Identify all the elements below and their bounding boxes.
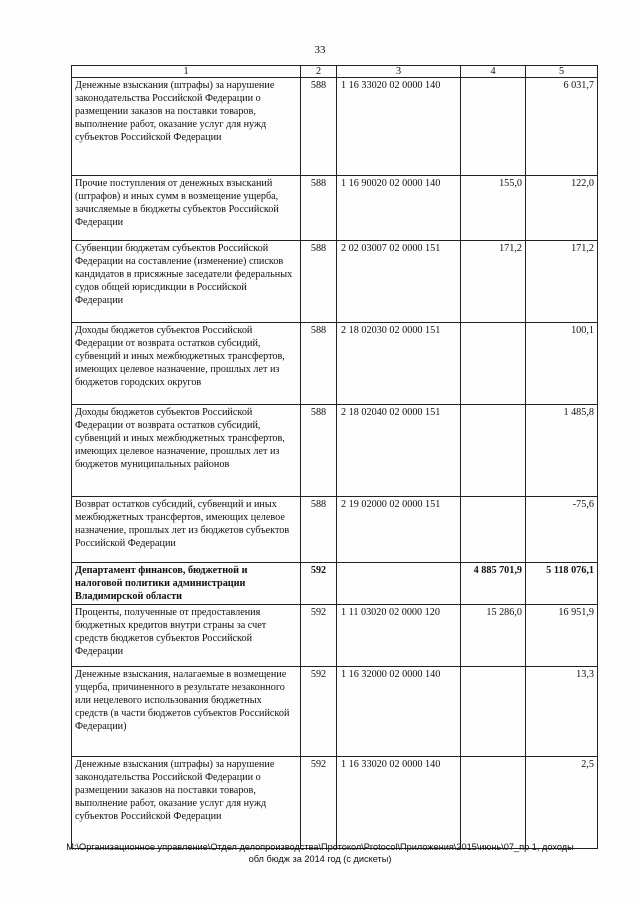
revenue-name-cell: Денежные взыскания (штрафы) за нарушение законодательства Российской Федерации о размещении заказов на поставки товаров, выполнение работ, оказание услуг для нужд субъектов Российской Федерации bbox=[72, 757, 301, 849]
plan-value-cell bbox=[461, 405, 526, 497]
plan-value-cell bbox=[461, 323, 526, 405]
plan-value-cell bbox=[461, 497, 526, 563]
plan-value-cell: 171,2 bbox=[461, 241, 526, 323]
table-row bbox=[72, 563, 598, 605]
actual-value-cell: 1 485,8 bbox=[526, 405, 598, 497]
admin-code-cell: 588 bbox=[301, 405, 337, 497]
budget-code-cell: 1 16 33020 02 0000 140 bbox=[337, 78, 461, 176]
admin-code-cell: 588 bbox=[301, 497, 337, 563]
table-row bbox=[72, 176, 598, 241]
revenue-name-cell: Возврат остатков субсидий, субвенций и иных межбюджетных трансфертов, имеющих целевое назначение, прошлых лет из бюджетов субъектов Российской Федерации bbox=[72, 497, 301, 563]
actual-value-cell: 5 118 076,1 bbox=[526, 563, 598, 605]
table-row bbox=[72, 78, 598, 176]
actual-value-cell: 122,0 bbox=[526, 176, 598, 241]
revenue-name-cell: Доходы бюджетов субъектов Российской Федерации от возврата остатков субсидий, субвенций и иных межбюджетных трансфертов, имеющих целевое назначение, прошлых лет из бюджетов городских округов bbox=[72, 323, 301, 405]
plan-value-cell: 15 286,0 bbox=[461, 605, 526, 667]
actual-value-cell: 13,3 bbox=[526, 667, 598, 757]
budget-code-cell: 1 16 32000 02 0000 140 bbox=[337, 667, 461, 757]
table-row bbox=[72, 605, 598, 667]
revenue-name-cell: Департамент финансов, бюджетной и налоговой политики администрации Владимирской области bbox=[72, 563, 301, 605]
plan-value-cell bbox=[461, 757, 526, 849]
table-row bbox=[72, 667, 598, 757]
admin-code-cell: 592 bbox=[301, 757, 337, 849]
plan-value-cell: 155,0 bbox=[461, 176, 526, 241]
table-row bbox=[72, 323, 598, 405]
table-row bbox=[72, 241, 598, 323]
budget-code-cell: 1 11 03020 02 0000 120 bbox=[337, 605, 461, 667]
actual-value-cell: 6 031,7 bbox=[526, 78, 598, 176]
budget-code-cell: 2 02 03007 02 0000 151 bbox=[337, 241, 461, 323]
plan-value-cell bbox=[461, 78, 526, 176]
table-row bbox=[72, 497, 598, 563]
admin-code-cell: 592 bbox=[301, 605, 337, 667]
budget-code-cell: 2 18 02030 02 0000 151 bbox=[337, 323, 461, 405]
revenue-name-cell: Проценты, полученные от предоставления бюджетных кредитов внутри страны за счет средств бюджетов субъектов Российской Федерации bbox=[72, 605, 301, 667]
actual-value-cell: 16 951,9 bbox=[526, 605, 598, 667]
actual-value-cell: 2,5 bbox=[526, 757, 598, 849]
actual-value-cell: 100,1 bbox=[526, 323, 598, 405]
plan-value-cell bbox=[461, 667, 526, 757]
column-number: 3 bbox=[337, 66, 461, 78]
revenue-name-cell: Денежные взыскания, налагаемые в возмещение ущерба, причиненного в результате незаконного или нецелевого использования бюджетных средств (в части бюджетов субъектов Российской Федерации) bbox=[72, 667, 301, 757]
column-number: 2 bbox=[301, 66, 337, 78]
revenue-name-cell: Доходы бюджетов субъектов Российской Федерации от возврата остатков субсидий, субвенций и иных межбюджетных трансфертов, имеющих целевое назначение, прошлых лет из бюджетов муниципальных районов bbox=[72, 405, 301, 497]
revenue-name-cell: Субвенции бюджетам субъектов Российской Федерации на составление (изменение) списков кандидатов в присяжные заседатели федеральных судов общей юрисдикции в Российской Федерации bbox=[72, 241, 301, 323]
admin-code-cell: 588 bbox=[301, 176, 337, 241]
plan-value-cell: 4 885 701,9 bbox=[461, 563, 526, 605]
revenue-name-cell: Прочие поступления от денежных взысканий (штрафов) и иных сумм в возмещение ущерба, зачисляемые в бюджеты субъектов Российской Федерации bbox=[72, 176, 301, 241]
admin-code-cell: 588 bbox=[301, 241, 337, 323]
budget-code-cell: 2 19 02000 02 0000 151 bbox=[337, 497, 461, 563]
column-number: 5 bbox=[526, 66, 598, 78]
budget-code-cell: 1 16 33020 02 0000 140 bbox=[337, 757, 461, 849]
page-number: 33 bbox=[314, 44, 326, 56]
table-row bbox=[72, 405, 598, 497]
footer-line: обл бюдж за 2014 год (с дискеты) bbox=[248, 853, 392, 864]
column-number: 1 bbox=[72, 66, 301, 78]
table-row bbox=[72, 757, 598, 849]
admin-code-cell: 588 bbox=[301, 323, 337, 405]
column-number-row bbox=[72, 66, 598, 78]
revenue-name-cell: Денежные взыскания (штрафы) за нарушение законодательства Российской Федерации о размещении заказов на поставки товаров, выполнение работ, оказание услуг для нужд субъектов Российской Федерации bbox=[72, 78, 301, 176]
budget-code-cell: 1 16 90020 02 0000 140 bbox=[337, 176, 461, 241]
revenue-table bbox=[71, 65, 598, 849]
admin-code-cell: 592 bbox=[301, 563, 337, 605]
budget-code-cell: 2 18 02040 02 0000 151 bbox=[337, 405, 461, 497]
actual-value-cell: 171,2 bbox=[526, 241, 598, 323]
column-number: 4 bbox=[461, 66, 526, 78]
file-path-footer bbox=[40, 842, 600, 866]
admin-code-cell: 592 bbox=[301, 667, 337, 757]
admin-code-cell: 588 bbox=[301, 78, 337, 176]
actual-value-cell: -75,6 bbox=[526, 497, 598, 563]
footer-line: M:\Организационное управление\Отдел делопроизводства\Протокол\Protocol\Приложения\2015\июнь\07_пр 1, доходы bbox=[66, 842, 574, 852]
budget-code-cell bbox=[337, 563, 461, 605]
